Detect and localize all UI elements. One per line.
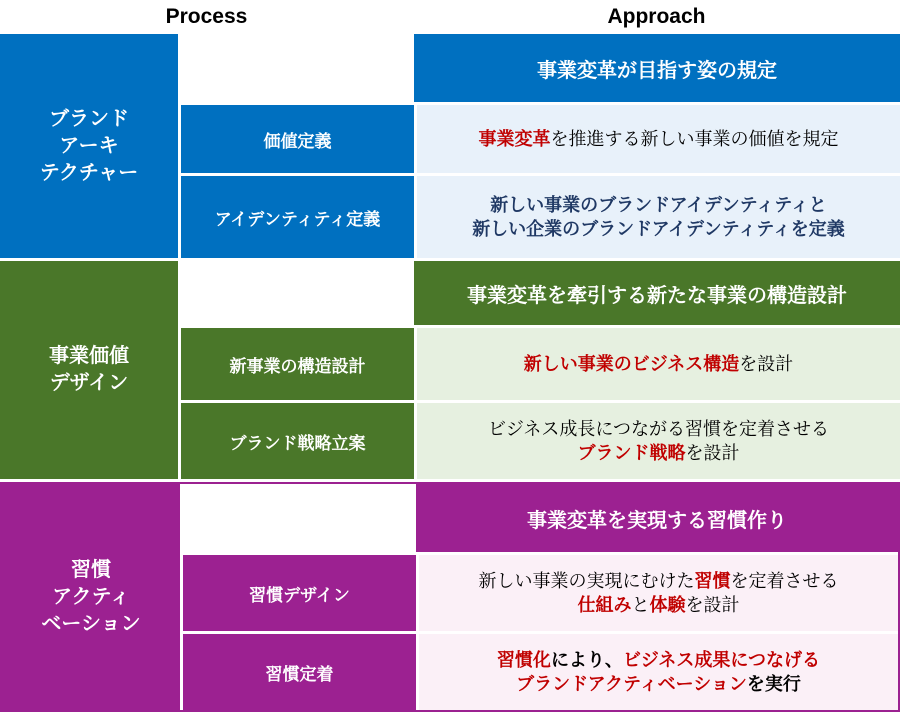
column-headers bbox=[0, 0, 900, 34]
sub-label-habit-establishment: 習慣定着 bbox=[180, 634, 416, 710]
group-label-line: 習慣 bbox=[70, 558, 111, 581]
sub-row bbox=[180, 634, 898, 710]
group-title-row bbox=[178, 261, 900, 325]
group-title-brand-architecture: 事業変革が目指す姿の規定 bbox=[414, 34, 900, 102]
sub-desc-habit-establishment: 習慣化により、ビジネス成果につなげる ブランドアクティベーションを実行 bbox=[416, 634, 898, 710]
group-label-line: 事業価値 bbox=[49, 345, 129, 367]
header-process: Process bbox=[165, 5, 248, 28]
sub-row bbox=[180, 555, 898, 631]
sub-row bbox=[178, 105, 900, 173]
sub-label-brand-strategy: ブランド戦略立案 bbox=[178, 403, 414, 479]
header-approach: Approach bbox=[607, 5, 706, 28]
sub-label-habit-design: 習慣デザイン bbox=[180, 555, 416, 631]
group-label-line: テクチャー bbox=[39, 161, 139, 184]
sub-label-value-definition: 価値定義 bbox=[178, 105, 414, 173]
sub-row bbox=[178, 176, 900, 258]
group-label-line: アーキ bbox=[59, 134, 119, 157]
group-content-brand-architecture bbox=[178, 34, 900, 258]
group-title-business-value-design: 事業変革を牽引する新たな事業の構造設計 bbox=[414, 261, 900, 325]
group-label-line: ブランド bbox=[48, 107, 129, 130]
title-spacer bbox=[178, 261, 414, 325]
group-label-habit-activation bbox=[2, 484, 180, 710]
title-spacer bbox=[178, 34, 414, 102]
sub-desc-new-business-structure: 新しい事業のビジネス構造を設計 bbox=[414, 328, 900, 400]
sub-desc-identity-definition: 新しい事業のブランドアイデンティティと 新しい企業のブランドアイデンティティを定義 bbox=[414, 176, 900, 258]
sub-desc-value-definition: 事業変革を推進する新しい事業の価値を規定 bbox=[414, 105, 900, 173]
sub-row bbox=[178, 403, 900, 479]
group-business-value-design bbox=[0, 261, 900, 479]
group-brand-architecture bbox=[0, 34, 900, 258]
group-habit-activation bbox=[0, 482, 900, 712]
group-title-row bbox=[180, 484, 898, 552]
group-label-brand-architecture bbox=[0, 34, 178, 258]
sub-label-identity-definition: アイデンティティ定義 bbox=[178, 176, 414, 258]
group-label-line: デザイン bbox=[49, 372, 129, 394]
group-label-line: アクティ bbox=[52, 585, 130, 608]
group-title-row bbox=[178, 34, 900, 102]
sub-desc-habit-design: 新しい事業の実現にむけた習慣を定着させる 仕組みと体験を設計 bbox=[416, 555, 898, 631]
sub-label-new-business-structure: 新事業の構造設計 bbox=[178, 328, 414, 400]
sub-desc-brand-strategy: ビジネス成長につながる習慣を定着させる ブランド戦略を設計 bbox=[414, 403, 900, 479]
group-content-business-value-design bbox=[178, 261, 900, 479]
group-title-habit-activation: 事業変革を実現する習慣作り bbox=[416, 484, 898, 552]
group-label-business-value-design bbox=[0, 261, 178, 479]
sub-row bbox=[178, 328, 900, 400]
group-label-line: ベーション bbox=[41, 612, 141, 635]
group-content-habit-activation bbox=[180, 484, 898, 710]
title-spacer bbox=[180, 484, 416, 552]
